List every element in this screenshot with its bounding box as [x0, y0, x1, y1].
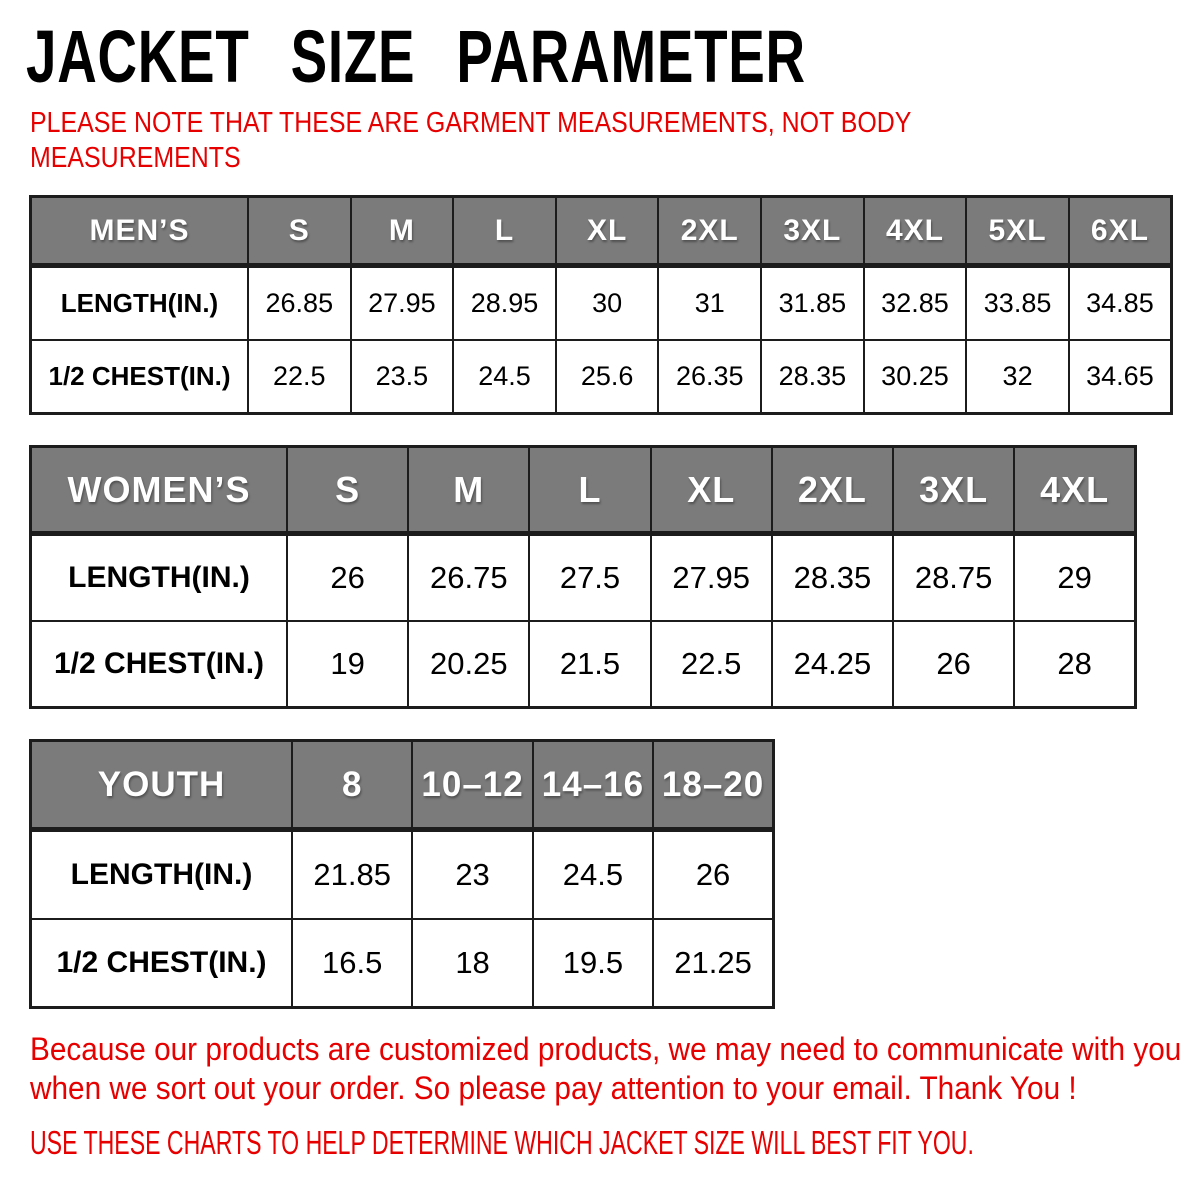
- size-column-header: S: [248, 197, 351, 266]
- measurement-row: [31, 534, 1136, 622]
- size-column-header: M: [408, 447, 529, 534]
- measurement-row: [31, 830, 774, 920]
- measurement-value-cell: 20.25: [408, 621, 529, 708]
- customization-notice: [30, 1030, 1200, 1108]
- measurement-value-cell: 23.5: [351, 340, 454, 414]
- size-header-row: [31, 197, 1172, 266]
- page-title: JACKET SIZE PARAMETER: [26, 15, 806, 98]
- measurement-value-cell: 22.5: [248, 340, 351, 414]
- size-column-header: 4XL: [1014, 447, 1135, 534]
- measurement-row-label: LENGTH(IN.): [31, 830, 293, 920]
- size-column-header: XL: [556, 197, 659, 266]
- mens-size-table: [29, 195, 1173, 415]
- measurement-value-cell: 25.6: [556, 340, 659, 414]
- measurement-row: [31, 340, 1172, 414]
- measurement-value-cell: 28.35: [761, 340, 864, 414]
- measurement-value-cell: 21.85: [292, 830, 412, 920]
- size-column-header: XL: [651, 447, 772, 534]
- measurement-value-cell: 21.25: [653, 919, 773, 1008]
- size-header-row: [31, 447, 1136, 534]
- measurement-value-cell: 26.75: [408, 534, 529, 622]
- measurement-row-label: LENGTH(IN.): [31, 266, 249, 341]
- size-column-header: S: [287, 447, 408, 534]
- note-line: MEASUREMENTS: [30, 142, 241, 174]
- measurement-value-cell: 34.85: [1069, 266, 1172, 341]
- note-line: PLEASE NOTE THAT THESE ARE GARMENT MEASUREMENTS, NOT BODY: [30, 107, 912, 139]
- size-column-header: L: [529, 447, 650, 534]
- measurement-value-cell: 22.5: [651, 621, 772, 708]
- measurement-value-cell: 28.75: [893, 534, 1014, 622]
- measurement-row-label: 1/2 CHEST(IN.): [31, 919, 293, 1008]
- measurement-value-cell: 26.85: [248, 266, 351, 341]
- measurement-value-cell: 30.25: [864, 340, 967, 414]
- measurement-value-cell: 18: [412, 919, 532, 1008]
- measurement-row: [31, 621, 1136, 708]
- size-column-header: 10–12: [412, 741, 532, 830]
- measurement-value-cell: 31: [658, 266, 761, 341]
- womens-size-table: [29, 445, 1137, 709]
- usage-note: USE THESE CHARTS TO HELP DETERMINE WHICH JACKET SIZE WILL BEST FIT YOU.: [30, 1124, 974, 1161]
- measurement-value-cell: 19.5: [533, 919, 653, 1008]
- measurement-value-cell: 21.5: [529, 621, 650, 708]
- size-column-header: 2XL: [772, 447, 893, 534]
- measurement-value-cell: 28.35: [772, 534, 893, 622]
- measurement-value-cell: 30: [556, 266, 659, 341]
- table-title-cell: WOMEN’S: [31, 447, 288, 534]
- measurement-row-label: 1/2 CHEST(IN.): [31, 621, 288, 708]
- measurement-row-label: 1/2 CHEST(IN.): [31, 340, 249, 414]
- measurement-row: [31, 919, 774, 1008]
- measurement-value-cell: 33.85: [966, 266, 1069, 341]
- measurement-value-cell: 27.5: [529, 534, 650, 622]
- size-column-header: 18–20: [653, 741, 773, 830]
- measurement-value-cell: 16.5: [292, 919, 412, 1008]
- table-title-cell: YOUTH: [31, 741, 293, 830]
- size-column-header: 2XL: [658, 197, 761, 266]
- table-title-cell: MEN’S: [31, 197, 249, 266]
- measurement-value-cell: 26: [893, 621, 1014, 708]
- size-column-header: M: [351, 197, 454, 266]
- measurement-value-cell: 29: [1014, 534, 1135, 622]
- youth-size-table: [29, 739, 775, 1009]
- measurement-value-cell: 34.65: [1069, 340, 1172, 414]
- measurement-value-cell: 28.95: [453, 266, 556, 341]
- measurement-row-label: LENGTH(IN.): [31, 534, 288, 622]
- size-column-header: 3XL: [761, 197, 864, 266]
- measurement-row: [31, 266, 1172, 341]
- size-column-header: 14–16: [533, 741, 653, 830]
- measurement-value-cell: 26: [653, 830, 773, 920]
- measurement-value-cell: 24.5: [453, 340, 556, 414]
- measurement-value-cell: 26.35: [658, 340, 761, 414]
- size-header-row: [31, 741, 774, 830]
- size-column-header: 4XL: [864, 197, 967, 266]
- measurement-value-cell: 19: [287, 621, 408, 708]
- size-column-header: 3XL: [893, 447, 1014, 534]
- garment-measurement-note: [30, 106, 1055, 176]
- measurement-value-cell: 31.85: [761, 266, 864, 341]
- size-column-header: L: [453, 197, 556, 266]
- measurement-value-cell: 23: [412, 830, 532, 920]
- size-column-header: 5XL: [966, 197, 1069, 266]
- notice-line: Because our products are customized products, we may need to communicate with you: [30, 1031, 1182, 1067]
- size-column-header: 8: [292, 741, 412, 830]
- size-column-header: 6XL: [1069, 197, 1172, 266]
- measurement-value-cell: 27.95: [351, 266, 454, 341]
- measurement-value-cell: 24.25: [772, 621, 893, 708]
- measurement-value-cell: 32.85: [864, 266, 967, 341]
- measurement-value-cell: 24.5: [533, 830, 653, 920]
- measurement-value-cell: 28: [1014, 621, 1135, 708]
- measurement-value-cell: 27.95: [651, 534, 772, 622]
- notice-line: when we sort out your order. So please pay attention to your email. Thank You !: [30, 1070, 1077, 1106]
- measurement-value-cell: 32: [966, 340, 1069, 414]
- measurement-value-cell: 26: [287, 534, 408, 622]
